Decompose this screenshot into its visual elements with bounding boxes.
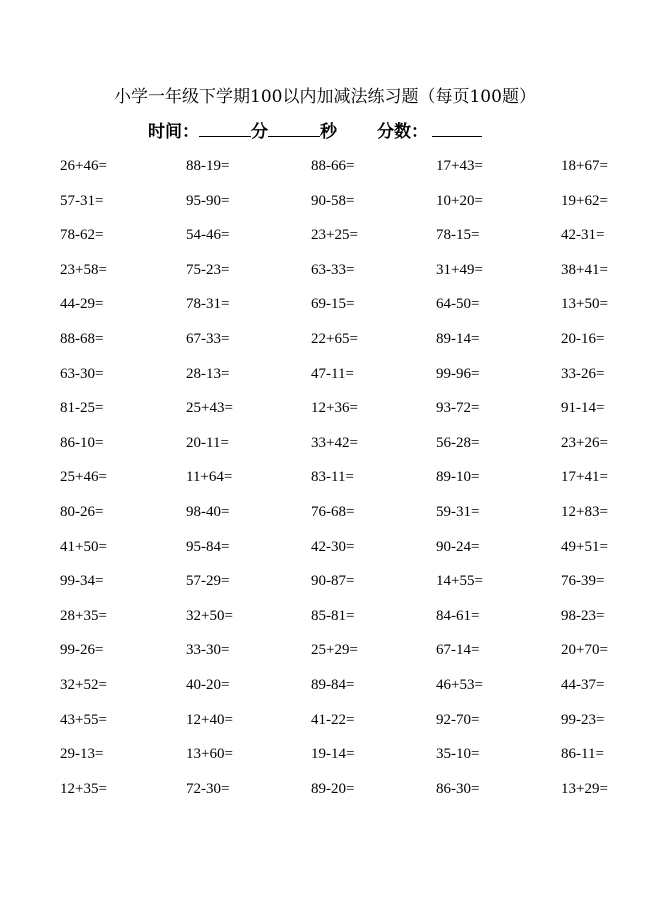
problem-item: 14+55= <box>436 573 483 589</box>
problem-item: 90-87= <box>311 573 355 589</box>
problem-item: 10+20= <box>436 193 483 209</box>
problem-item: 88-68= <box>60 331 104 347</box>
problem-item: 57-31= <box>60 193 104 209</box>
problem-item: 78-62= <box>60 227 104 243</box>
problem-item: 59-31= <box>436 504 480 520</box>
problem-item: 99-34= <box>60 573 104 589</box>
problem-item: 95-84= <box>186 539 230 555</box>
problem-item: 25+43= <box>186 400 233 416</box>
problem-item: 78-15= <box>436 227 480 243</box>
problem-item: 20-11= <box>186 435 229 451</box>
problem-item: 95-90= <box>186 193 230 209</box>
problem-item: 99-23= <box>561 712 605 728</box>
problem-item: 35-10= <box>436 746 480 762</box>
problem-item: 57-29= <box>186 573 230 589</box>
problem-item: 41+50= <box>60 539 107 555</box>
problem-item: 63-33= <box>311 262 355 278</box>
problem-item: 40-20= <box>186 677 230 693</box>
problem-item: 17+43= <box>436 158 483 174</box>
problem-item: 25+46= <box>60 469 107 485</box>
problem-item: 23+25= <box>311 227 358 243</box>
problem-item: 69-15= <box>311 296 355 312</box>
problem-item: 80-26= <box>60 504 104 520</box>
problem-item: 78-31= <box>186 296 230 312</box>
problem-item: 99-96= <box>436 366 480 382</box>
problem-item: 76-68= <box>311 504 355 520</box>
problem-item: 91-14= <box>561 400 605 416</box>
problem-item: 89-20= <box>311 781 355 797</box>
problem-item: 76-39= <box>561 573 605 589</box>
problem-item: 12+36= <box>311 400 358 416</box>
problem-item: 85-81= <box>311 608 355 624</box>
problem-item: 25+29= <box>311 642 358 658</box>
problem-item: 31+49= <box>436 262 483 278</box>
problem-item: 67-14= <box>436 642 480 658</box>
problem-item: 19-14= <box>311 746 355 762</box>
problem-item: 64-50= <box>436 296 480 312</box>
score-label: 分数： <box>377 122 428 142</box>
problem-item: 43+55= <box>60 712 107 728</box>
problem-item: 42-31= <box>561 227 605 243</box>
problem-item: 18+67= <box>561 158 608 174</box>
problem-item: 86-10= <box>60 435 104 451</box>
problem-item: 67-33= <box>186 331 230 347</box>
problem-item: 17+41= <box>561 469 608 485</box>
problem-item: 32+50= <box>186 608 233 624</box>
problem-item: 72-30= <box>186 781 230 797</box>
problem-item: 47-11= <box>311 366 354 382</box>
problem-item: 33+42= <box>311 435 358 451</box>
problem-item: 86-11= <box>561 746 604 762</box>
problem-item: 32+52= <box>60 677 107 693</box>
worksheet-title: 小学一年级下学期100以内加减法练习题（每页100题） <box>114 87 536 107</box>
problem-item: 54-46= <box>186 227 230 243</box>
problem-item: 41-22= <box>311 712 355 728</box>
problem-item: 22+65= <box>311 331 358 347</box>
problem-item: 38+41= <box>561 262 608 278</box>
problem-item: 28-13= <box>186 366 230 382</box>
problem-item: 13+29= <box>561 781 608 797</box>
problem-item: 28+35= <box>60 608 107 624</box>
problem-item: 75-23= <box>186 262 230 278</box>
problem-item: 29-13= <box>60 746 104 762</box>
problem-item: 90-58= <box>311 193 355 209</box>
problem-item: 89-10= <box>436 469 480 485</box>
problem-item: 12+40= <box>186 712 233 728</box>
problem-item: 12+35= <box>60 781 107 797</box>
time-label: 时间： <box>148 122 199 142</box>
problem-item: 23+26= <box>561 435 608 451</box>
problem-item: 46+53= <box>436 677 483 693</box>
problem-item: 89-14= <box>436 331 480 347</box>
problem-item: 83-11= <box>311 469 354 485</box>
problem-item: 13+50= <box>561 296 608 312</box>
problem-item: 93-72= <box>436 400 480 416</box>
minute-label: 分 <box>251 122 268 142</box>
problem-item: 88-66= <box>311 158 355 174</box>
problem-item: 26+46= <box>60 158 107 174</box>
problem-item: 20+70= <box>561 642 608 658</box>
problem-item: 33-26= <box>561 366 605 382</box>
problem-item: 13+60= <box>186 746 233 762</box>
problem-item: 44-37= <box>561 677 605 693</box>
second-label: 秒 <box>320 122 337 142</box>
problem-item: 99-26= <box>60 642 104 658</box>
problem-item: 84-61= <box>436 608 480 624</box>
problem-item: 63-30= <box>60 366 104 382</box>
problem-item: 11+64= <box>186 469 233 485</box>
problem-item: 42-30= <box>311 539 355 555</box>
problem-item: 86-30= <box>436 781 480 797</box>
problem-item: 49+51= <box>561 539 608 555</box>
problem-item: 89-84= <box>311 677 355 693</box>
problem-item: 81-25= <box>60 400 104 416</box>
problem-item: 98-40= <box>186 504 230 520</box>
problem-item: 44-29= <box>60 296 104 312</box>
problem-item: 90-24= <box>436 539 480 555</box>
problem-item: 12+83= <box>561 504 608 520</box>
problem-item: 92-70= <box>436 712 480 728</box>
problem-item: 19+62= <box>561 193 608 209</box>
problem-item: 98-23= <box>561 608 605 624</box>
problem-item: 88-19= <box>186 158 230 174</box>
problem-item: 20-16= <box>561 331 605 347</box>
problem-item: 23+58= <box>60 262 107 278</box>
problem-item: 56-28= <box>436 435 480 451</box>
problem-item: 33-30= <box>186 642 230 658</box>
